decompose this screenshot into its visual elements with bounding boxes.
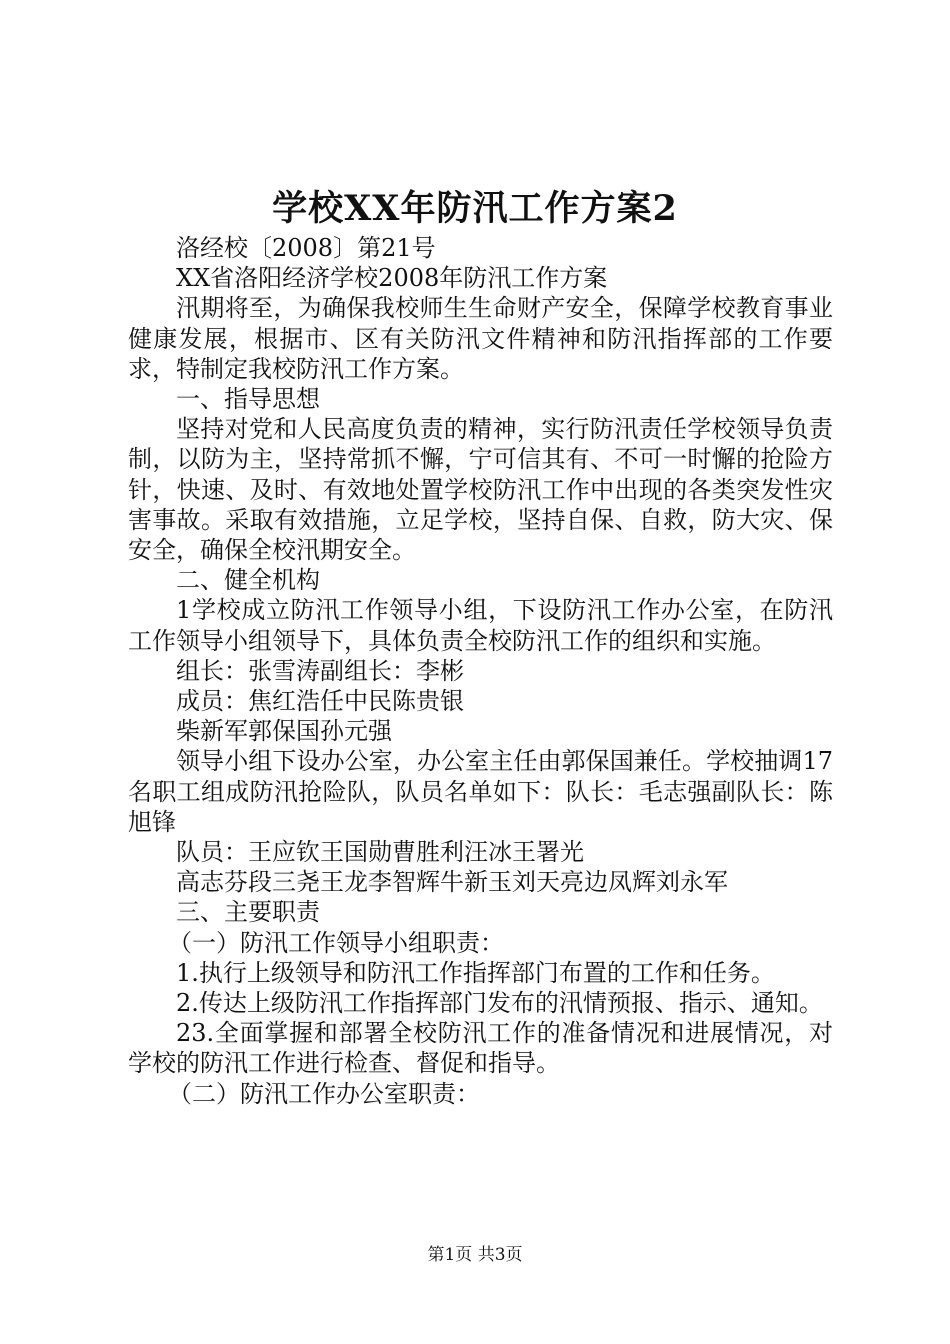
organization-paragraph: 1学校成立防汛工作领导小组，下设防汛工作办公室，在防汛工作领导小组领导下，具体负责全校防汛工作的组织和实施。 [128, 596, 833, 655]
section-heading-organization: 二、健全机构 [176, 566, 320, 595]
office-paragraph: 领导小组下设办公室，办公室主任由郭保国兼任。学校抽调17名职工组成防汛抢险队，队员名单如下：队长：毛志强副队长：陈旭锋 [128, 747, 833, 836]
leader-line: 组长：张雪涛副组长：李彬 [176, 656, 464, 685]
document-number: 洛经校〔2008〕第21号 [176, 234, 436, 262]
team-members-line: 队员：王应钦王国勋曹胜利汪冰王署光 [176, 838, 584, 867]
section-heading-guiding-thought: 一、指导思想 [176, 385, 320, 414]
subsection-heading-office: （二）防汛工作办公室职责： [168, 1079, 480, 1108]
page-footer: 第1页 共3页 [427, 1245, 523, 1265]
members-line-continued: 柴新军郭保国孙元强 [176, 717, 392, 746]
duty-item: 23.全面掌握和部署全校防汛工作的准备情况和进展情况，对学校的防汛工作进行检查、督促和指导。 [128, 1019, 833, 1078]
team-members-line-continued: 高志芬段三尧王龙李智辉牛新玉刘天亮边凤辉刘永军 [176, 868, 728, 897]
document-body [128, 233, 833, 1109]
section-heading-duties: 三、主要职责 [176, 898, 320, 927]
duty-item: 1.执行上级领导和防汛工作指挥部门布置的工作和任务。 [176, 958, 775, 987]
members-line: 成员：焦红浩任中民陈贵银 [176, 687, 464, 716]
duty-item: 2.传达上级防汛工作指挥部门发布的汛情预报、指示、通知。 [176, 989, 823, 1018]
intro-paragraph: 汛期将至，为确保我校师生生命财产安全，保障学校教育事业健康发展，根据市、区有关防汛文件精神和防汛指挥部的工作要求，特制定我校防汛工作方案。 [128, 294, 833, 383]
document-title: 学校XX年防汛工作方案2 [272, 188, 678, 229]
guiding-thought-paragraph: 坚持对党和人民高度负责的精神，实行防汛责任学校领导负责制，以防为主，坚持常抓不懈，宁可信其有、不可一时懈的抢险方针，快速、及时、有效地处置学校防汛工作中出现的各类突发性灾害事故。采取有效措施，立足学校，坚持自保、自救，防大灾、保安全，确保全校汛期安全。 [128, 415, 833, 565]
subsection-heading-leading-group: （一）防汛工作领导小组职责： [168, 928, 504, 957]
document-subtitle: XX省洛阳经济学校2008年防汛工作方案 [176, 264, 608, 293]
